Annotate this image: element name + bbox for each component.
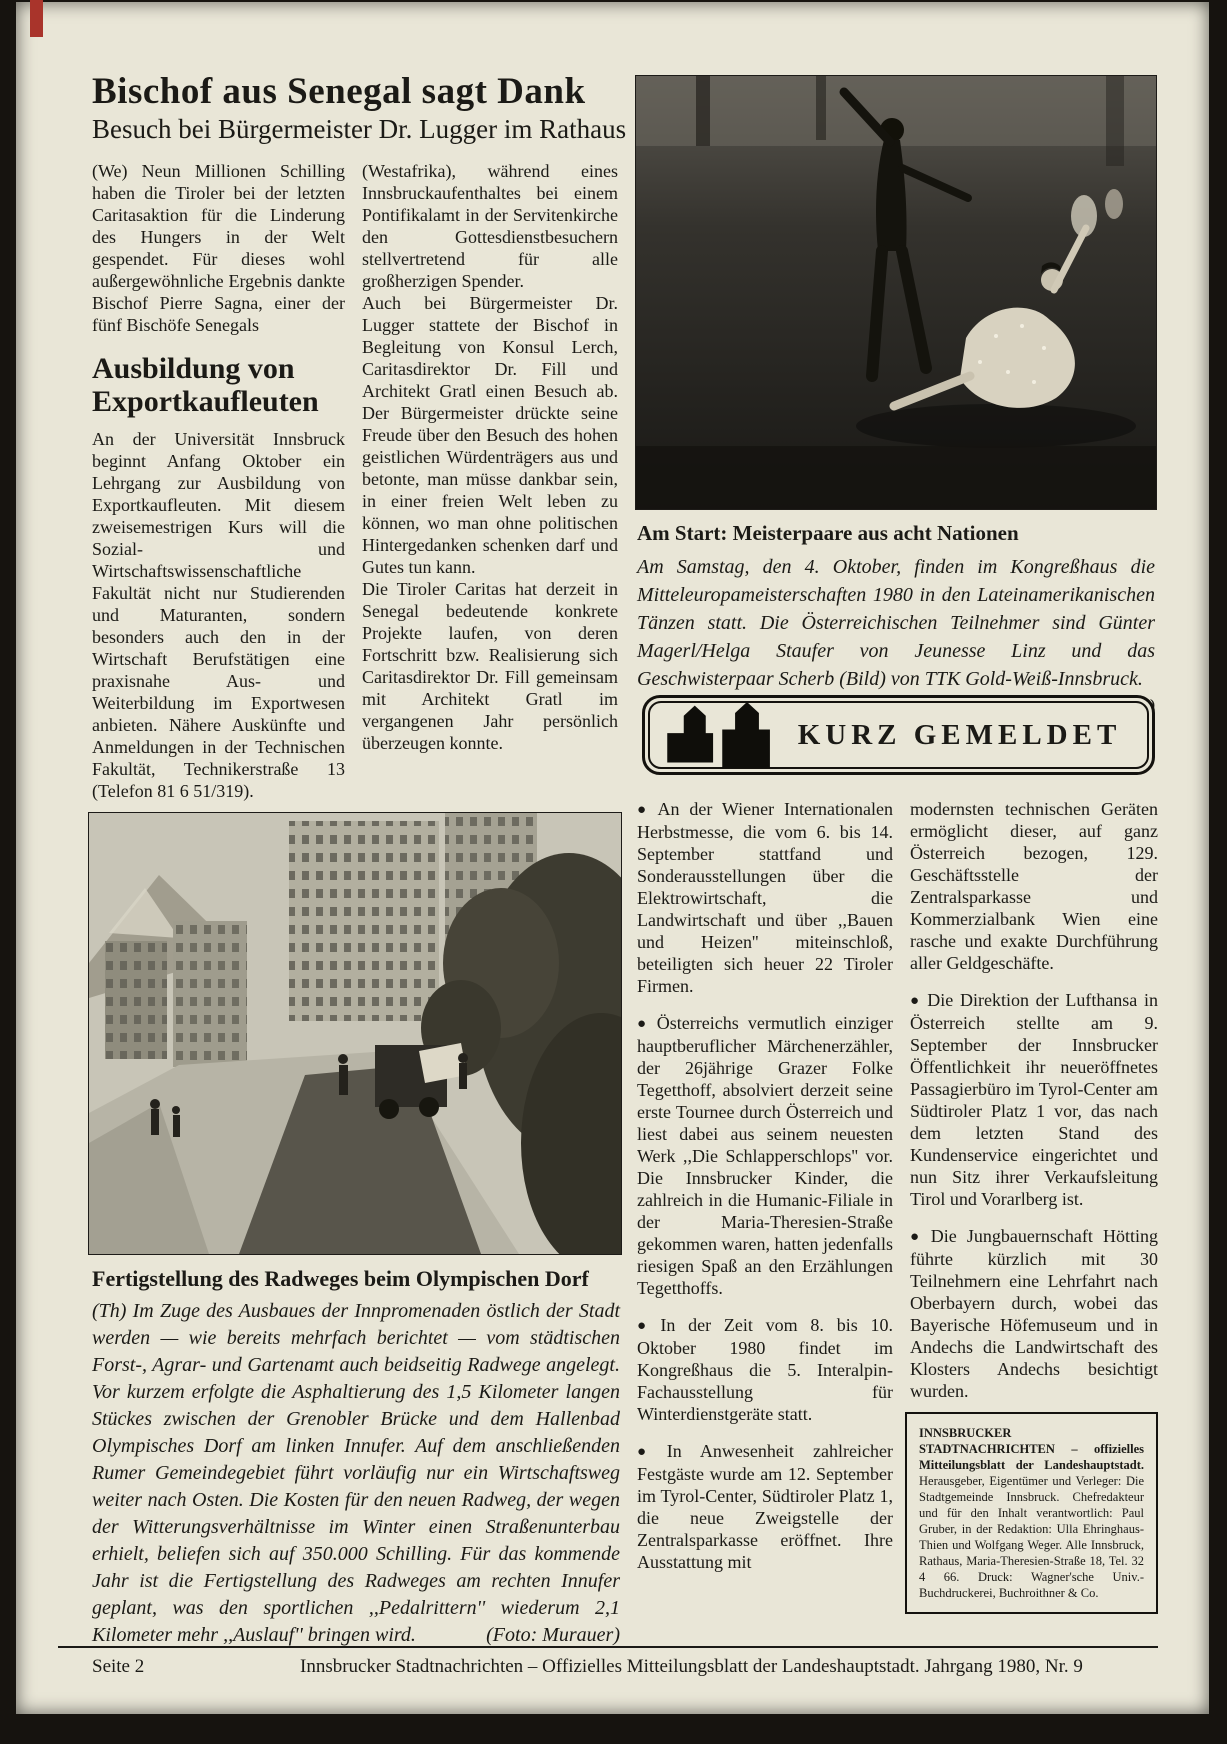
article-subtitle: Besuch bei Bürgermeister Dr. Lugger im Rathaus [92, 114, 627, 144]
imprint-text: Herausgeber, Eigentümer und Verleger: Die Stadtgemeinde Innsbruck. Chefredakteur und für den Inhalt verantwortlich: Paul Gruber, in der Redaktion: Ulla Ehringhaus-Thien und Wolfgang Weger. Alle Innsbruck, Rathaus, Maria-Theresien-Straße 18, Tel. 32 4 66. Druck: Wagner'sche Univ.-Buchdruckerei, Buchroithner & Co. [919, 1474, 1144, 1600]
kurz-column-b [910, 798, 1158, 1402]
dance-caption-title: Am Start: Meisterpaare aus acht Nationen [637, 521, 1019, 545]
footer-masthead: Innsbrucker Stadtnachrichten – Offizielles Mitteilungsblatt der Landeshauptstadt. Jahrgang 1980, Nr. 9 [300, 1656, 1083, 1677]
article-paragraph: An der Universität Innsbruck beginnt Anfang Oktober ein Lehrgang zur Ausbildung von Exportkaufleuten. Mit diesem zweisemestrigen Kurs will die Sozial- und Wirtschaftswissenschaftliche Fakultät nicht nur Studierenden und Maturanten, sondern besonders auch den in der Wirtschaft Berufstätigen eine praxisnahe Aus- und Weiterbildung im Exportwesen anbieten. Nähere Auskünfte und Anmeldungen in der Technischen Fakultät, Technikerstraße 13 (Telefon 81 6 51/319). [92, 429, 345, 801]
article-paragraph: (Westafrika), während eines Innsbruckaufenthaltes bei einem Pontifikalamt in der Servitenkirche den Gottesdienstbesuchern stellvertretend für alle großherzigen Spender. [362, 161, 618, 291]
dance-caption-text: Am Samstag, den 4. Oktober, finden im Kongreßhaus die Mitteleuropameisterschaften 1980 in den Lateinamerikanischen Tänzen statt. Die Österreichischen Teilnehmer sind Günter Magerl/Helga Staufer von Jeunesse Linz und das Geschwisterpaar Scherb (Bild) von TTK Gold-Weiß-Innsbruck. [637, 556, 1155, 690]
cycle-caption-body [92, 1298, 620, 1649]
kurz-gemeldet-header [642, 695, 1155, 775]
city-towers-icon [664, 702, 786, 768]
news-item [637, 1012, 893, 1299]
news-item-text: In Anwesenheit zahlreicher Festgäste wurde am 12. September im Tyrol-Center, Südtiroler Platz 1, die neue Zweigstelle der Zentralsparkasse eröffnet. Ihre Ausstattung mit [637, 1441, 893, 1572]
imprint-box [905, 1412, 1158, 1614]
footer-rule [58, 1646, 1158, 1648]
section-heading-export: Ausbildung von Exportkaufleuten [92, 352, 319, 418]
news-item-text: In der Zeit vom 8. bis 10. Oktober 1980 findet im Kongreßhaus die 5. Interalpin-Fachausstellung für Winterdienstgeräte statt. [637, 1315, 893, 1424]
cycle-caption-text: (Th) Im Zuge des Ausbaues der Innpromenaden östlich der Stadt werden — wie bereits mehrfach berichtet — vom städtischen Forst-, Agrar- und Gartenamt auch beidseitig Radwege angelegt. Vor kurzem erfolgte die Asphaltierung des 1,5 Kilometer langen Stückes zwischen der Grenobler Brücke und dem Hallenbad Olympisches Dorf am linken Innufer. Auf dem anschließenden Rumer Gemeindegebiet führt vorläufig nur ein Wirtschaftsweg weiter nach Osten. Die Kosten für den neuen Radweg, der wegen der Witterungsverhältnisse im Winter einen Straßenunterbau erhielt, beliefen sich auf 350.000 Schilling. Für das kommende Jahr ist die Fertigstellung des Radweges am rechten Innufer geplant, was den sportlichen ,,Pedalrittern'' wiederum 2,1 Kilometer mehr ,,Auslauf'' bringen wird. [92, 1300, 620, 1646]
kurz-gemeldet-title: KURZ GEMELDET [797, 718, 1122, 751]
article-column-1 [92, 160, 345, 802]
kurz-column-a [637, 798, 893, 1573]
cycle-path-photo [88, 812, 622, 1255]
bullet-icon: ● [910, 993, 922, 1009]
news-item [910, 989, 1158, 1210]
bullet-icon: ● [637, 1444, 661, 1460]
news-item-text: Die Jungbauernschaft Hötting führte kürzlich mit 30 Teilnehmern eine Lehrfahrt nach Oberbayern durch, wobei das Bayerische Höfemuseum und in Andechs die Landwirtschaft des Klosters Andechs besichtigt wurden. [910, 1226, 1159, 1401]
bullet-icon: ● [637, 1016, 651, 1032]
dance-photo-illustration [636, 76, 1156, 509]
cycle-caption-title: Fertigstellung des Radweges beim Olympischen Dorf [92, 1266, 589, 1291]
footer-page-number: Seite 2 [92, 1656, 145, 1677]
article-paragraph: Die Tiroler Caritas hat derzeit in Senegal bedeutende konkrete Projekte laufen, von deren Fortschritt bzw. Realisierung sich Caritasdirektor Dr. Fill gemeinsam mit Architekt Gratl im vergangenen Jahr persönlich überzeugen konnte. [362, 579, 618, 753]
dance-photo [635, 75, 1157, 510]
news-item-text: modernsten technischen Geräten ermöglicht dieser, auf ganz Österreich bezogen, 129. Geschäftsstelle der Zentralsparkasse und Kommerzialbank Wien eine rasche und exakte Durchführung aller Geldgeschäfte. [910, 799, 1158, 973]
kurz-gemeldet-inner [648, 701, 1149, 769]
news-item-text: Die Direktion der Lufthansa in Österreich stellte am 9. September der Innsbrucker Öffentlichkeit ihr neueröffnetes Passagierbüro im Tyrol-Center am Südtiroler Platz 1 vor, das nach dem letzten Stand des Kundenservice eingerichtet und nun Sitz ihrer Verkaufsleitung Tirol und Vorarlberg ist. [910, 990, 1158, 1209]
article-paragraph: (We) Neun Millionen Schilling haben die Tiroler bei der letzten Caritasaktion für die Linderung des Hungers in der Welt gespendet. Für dieses wohl außergewöhnliche Ergebnis dankte Bischof Pierre Sagna, einer der fünf Bischöfe Senegals [92, 161, 345, 335]
registration-mark [30, 0, 43, 37]
page-title: Bischof aus Senegal sagt Dank [92, 71, 586, 112]
news-item [637, 798, 893, 997]
news-item-text: Österreichs vermutlich einziger hauptberuflicher Märchenerzähler, der 26jährige Grazer Folke Tegetthoff, absolviert derzeit seine erste Tournee durch Österreich und liest dabei aus seinem neuesten Werk ,,Die Schlapperschlops'' vor. Die Innsbrucker Kinder, die zahlreich in die Humanic-Filiale in der Maria-Theresien-Straße gekommen waren, hatten jedenfalls riesigen Spaß an den Erzählungen Tegetthoffs. [637, 1013, 893, 1298]
photo-credit: (Foto: Murauer) [486, 1624, 620, 1646]
bullet-icon: ● [637, 1318, 655, 1334]
news-item [637, 1314, 893, 1425]
cycle-path-photo-illustration [89, 813, 621, 1254]
imprint-title: INNSBRUCKER STADTNACHRICHTEN – offizielles Mitteilungsblatt der Landeshauptstadt. [919, 1426, 1144, 1472]
article-paragraph: Auch bei Bürgermeister Dr. Lugger stattete der Bischof in Begleitung von Konsul Lerch, Caritasdirektor Dr. Fill und Architekt Gratl einen Besuch ab. Der Bürgermeister drückte seine Freude über den Besuch des hohen geistlichen Würdenträgers aus und betonte, man müsse dankbar sein, in einer freien Welt leben zu können, wo man ohne politischen Hintergedanken schenken darf und Gutes tun kann. [362, 293, 618, 577]
news-item-text: An der Wiener Internationalen Herbstmesse, die vom 6. bis 14. September stattfand und Sonderausstellungen über die Elektrowirtschaft, die Landwirtschaft und über ,,Bauen und Heizen'' miteinschloß, beteiligten sich heuer 22 Tiroler Firmen. [637, 799, 894, 996]
article-column-2 [362, 160, 618, 754]
news-item [910, 798, 1158, 974]
news-item [637, 1440, 893, 1573]
bullet-icon: ● [637, 802, 652, 818]
news-item [910, 1225, 1158, 1402]
bullet-icon: ● [910, 1229, 925, 1245]
